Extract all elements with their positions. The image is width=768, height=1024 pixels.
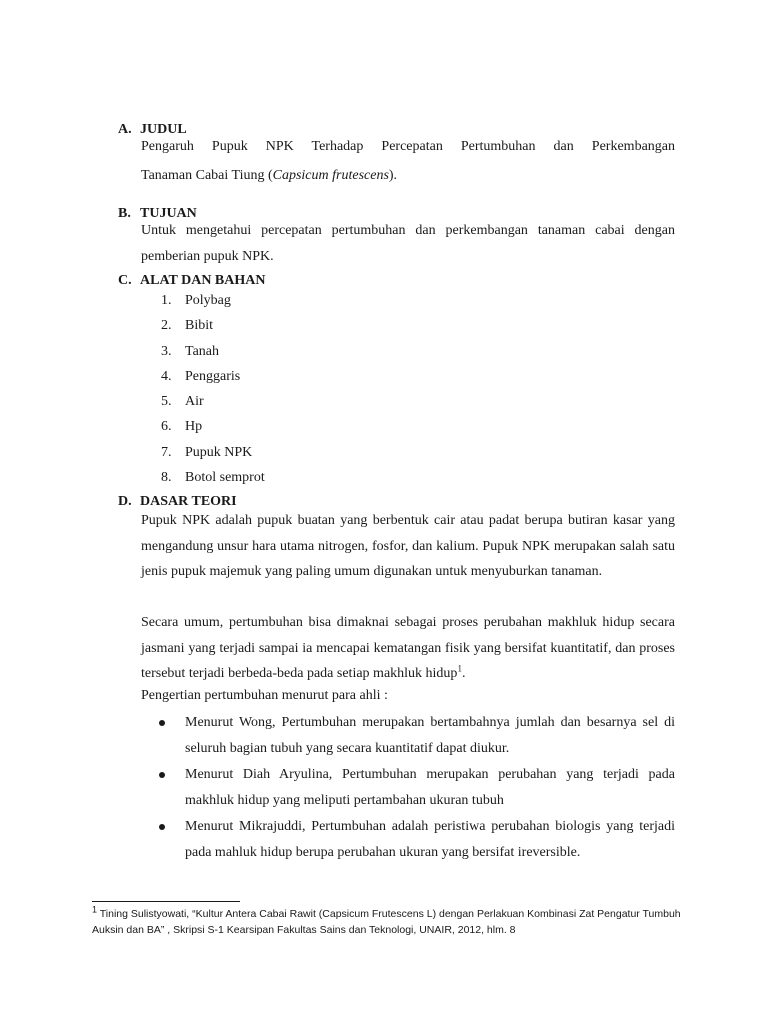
list-number: 4. (161, 368, 172, 384)
list-number: 3. (161, 343, 172, 359)
expert-definitions-list (141, 710, 675, 866)
list-item (141, 389, 265, 414)
list-item (141, 710, 675, 761)
list-label: Polybag (185, 293, 231, 308)
footnote (92, 906, 682, 938)
title-line2-suffix: ). (388, 168, 398, 183)
paragraph-2-text: Secara umum, pertumbuhan bisa dimaknai sebagai proses perubahan makhluk hidup secara jasmani yang terjadi sampai ia mencapai kematangan fisik yang bersifat kuantitatif, dan proses tersebut terjadi berbeda-beda pada setiap makhluk hidup (141, 615, 675, 681)
list-item (141, 313, 265, 338)
theory-paragraph-3: Pengertian pertumbuhan menurut para ahli : (141, 688, 388, 703)
theory-paragraph-1: Pupuk NPK adalah pupuk buatan yang berbentuk cair atau padat berupa butiran kasar yang mengandung unsur hara utama nitrogen, fosfor, dan kalium. Pupuk NPK merupakan salah satu jenis pupuk majemuk yang paling umum digunakan untuk menyuburkan tanaman. (141, 513, 675, 579)
list-item (141, 762, 675, 813)
list-item (141, 814, 675, 865)
section-a-letter: A. (118, 122, 132, 137)
list-item (141, 414, 265, 439)
bullet-text: Menurut Mikrajuddi, Pertumbuhan adalah peristiwa perubahan biologis yang terjadi pada mahluk hidup berupa perubahan ukuran yang bersifat ireversible. (185, 819, 675, 860)
theory-paragraph-2 (141, 610, 675, 687)
section-b-letter: B. (118, 206, 131, 221)
list-label: Air (185, 394, 204, 410)
list-item (141, 465, 265, 490)
list-number: 1. (161, 293, 172, 308)
list-item (141, 364, 265, 389)
footnote-mark: 1 (92, 904, 98, 915)
section-d-title: DASAR TEORI (140, 494, 237, 509)
bullet-icon (159, 772, 165, 778)
list-item (141, 288, 265, 313)
section-a-title: JUDUL (140, 122, 187, 137)
list-label: Tanah (185, 343, 220, 359)
list-item (141, 339, 265, 364)
section-a-title-line1: Pengaruh Pupuk NPK Terhadap Percepatan Pertumbuhan dan Perkembangan (141, 139, 675, 154)
scientific-name: Capsicum frutescens (272, 168, 389, 183)
list-number: 2. (161, 318, 172, 334)
title-line2-prefix: Tanaman Cabai Tiung ( (141, 168, 273, 183)
paragraph-2-end: . (461, 666, 466, 681)
footnote-separator (92, 901, 240, 902)
bullet-icon (159, 824, 165, 830)
list-label: Bibit (185, 318, 214, 334)
footnote-reference[interactable]: 1 (457, 663, 462, 674)
section-c-letter: C. (118, 273, 132, 288)
footnote-text: Tining Sulistyowati, “Kultur Antera Cabai Rawit (Capsicum Frutescens L) dengan Perlakuan Kombinasi Zat Pengatur Tumbuh Auksin dan BA” , Skripsi S-1 Kearsipan Fakultas Sains dan Teknologi, UNAIR, 2012, hlm. 8 (92, 908, 681, 936)
section-c-title: ALAT DAN BAHAN (140, 273, 266, 288)
section-b-title: TUJUAN (140, 206, 197, 221)
section-b-text: Untuk mengetahui percepatan pertumbuhan dan perkembangan tanaman cabai dengan pemberian pupuk NPK. (141, 223, 675, 264)
list-label: Hp (185, 419, 203, 435)
list-number: 8. (161, 470, 172, 486)
section-d-letter: D. (118, 494, 132, 509)
equipment-list (141, 288, 265, 490)
list-label: Penggaris (185, 368, 241, 384)
list-label: Botol semprot (185, 470, 265, 486)
list-number: 7. (161, 444, 172, 460)
list-number: 5. (161, 394, 172, 410)
section-a-title-line2 (141, 163, 675, 189)
list-number: 6. (161, 419, 172, 435)
bullet-text: Menurut Diah Aryulina, Pertumbuhan merupakan perubahan yang terjadi pada makhluk hidup yang meliputi pertambahan ukuran tubuh (185, 767, 675, 808)
bullet-text: Menurut Wong, Pertumbuhan merupakan bertambahnya jumlah dan besarnya sel di seluruh bagian tubuh yang secara kuantitatif dapat diukur. (185, 715, 675, 756)
bullet-icon (159, 720, 165, 726)
list-label: Pupuk NPK (185, 444, 253, 460)
list-item (141, 440, 265, 465)
